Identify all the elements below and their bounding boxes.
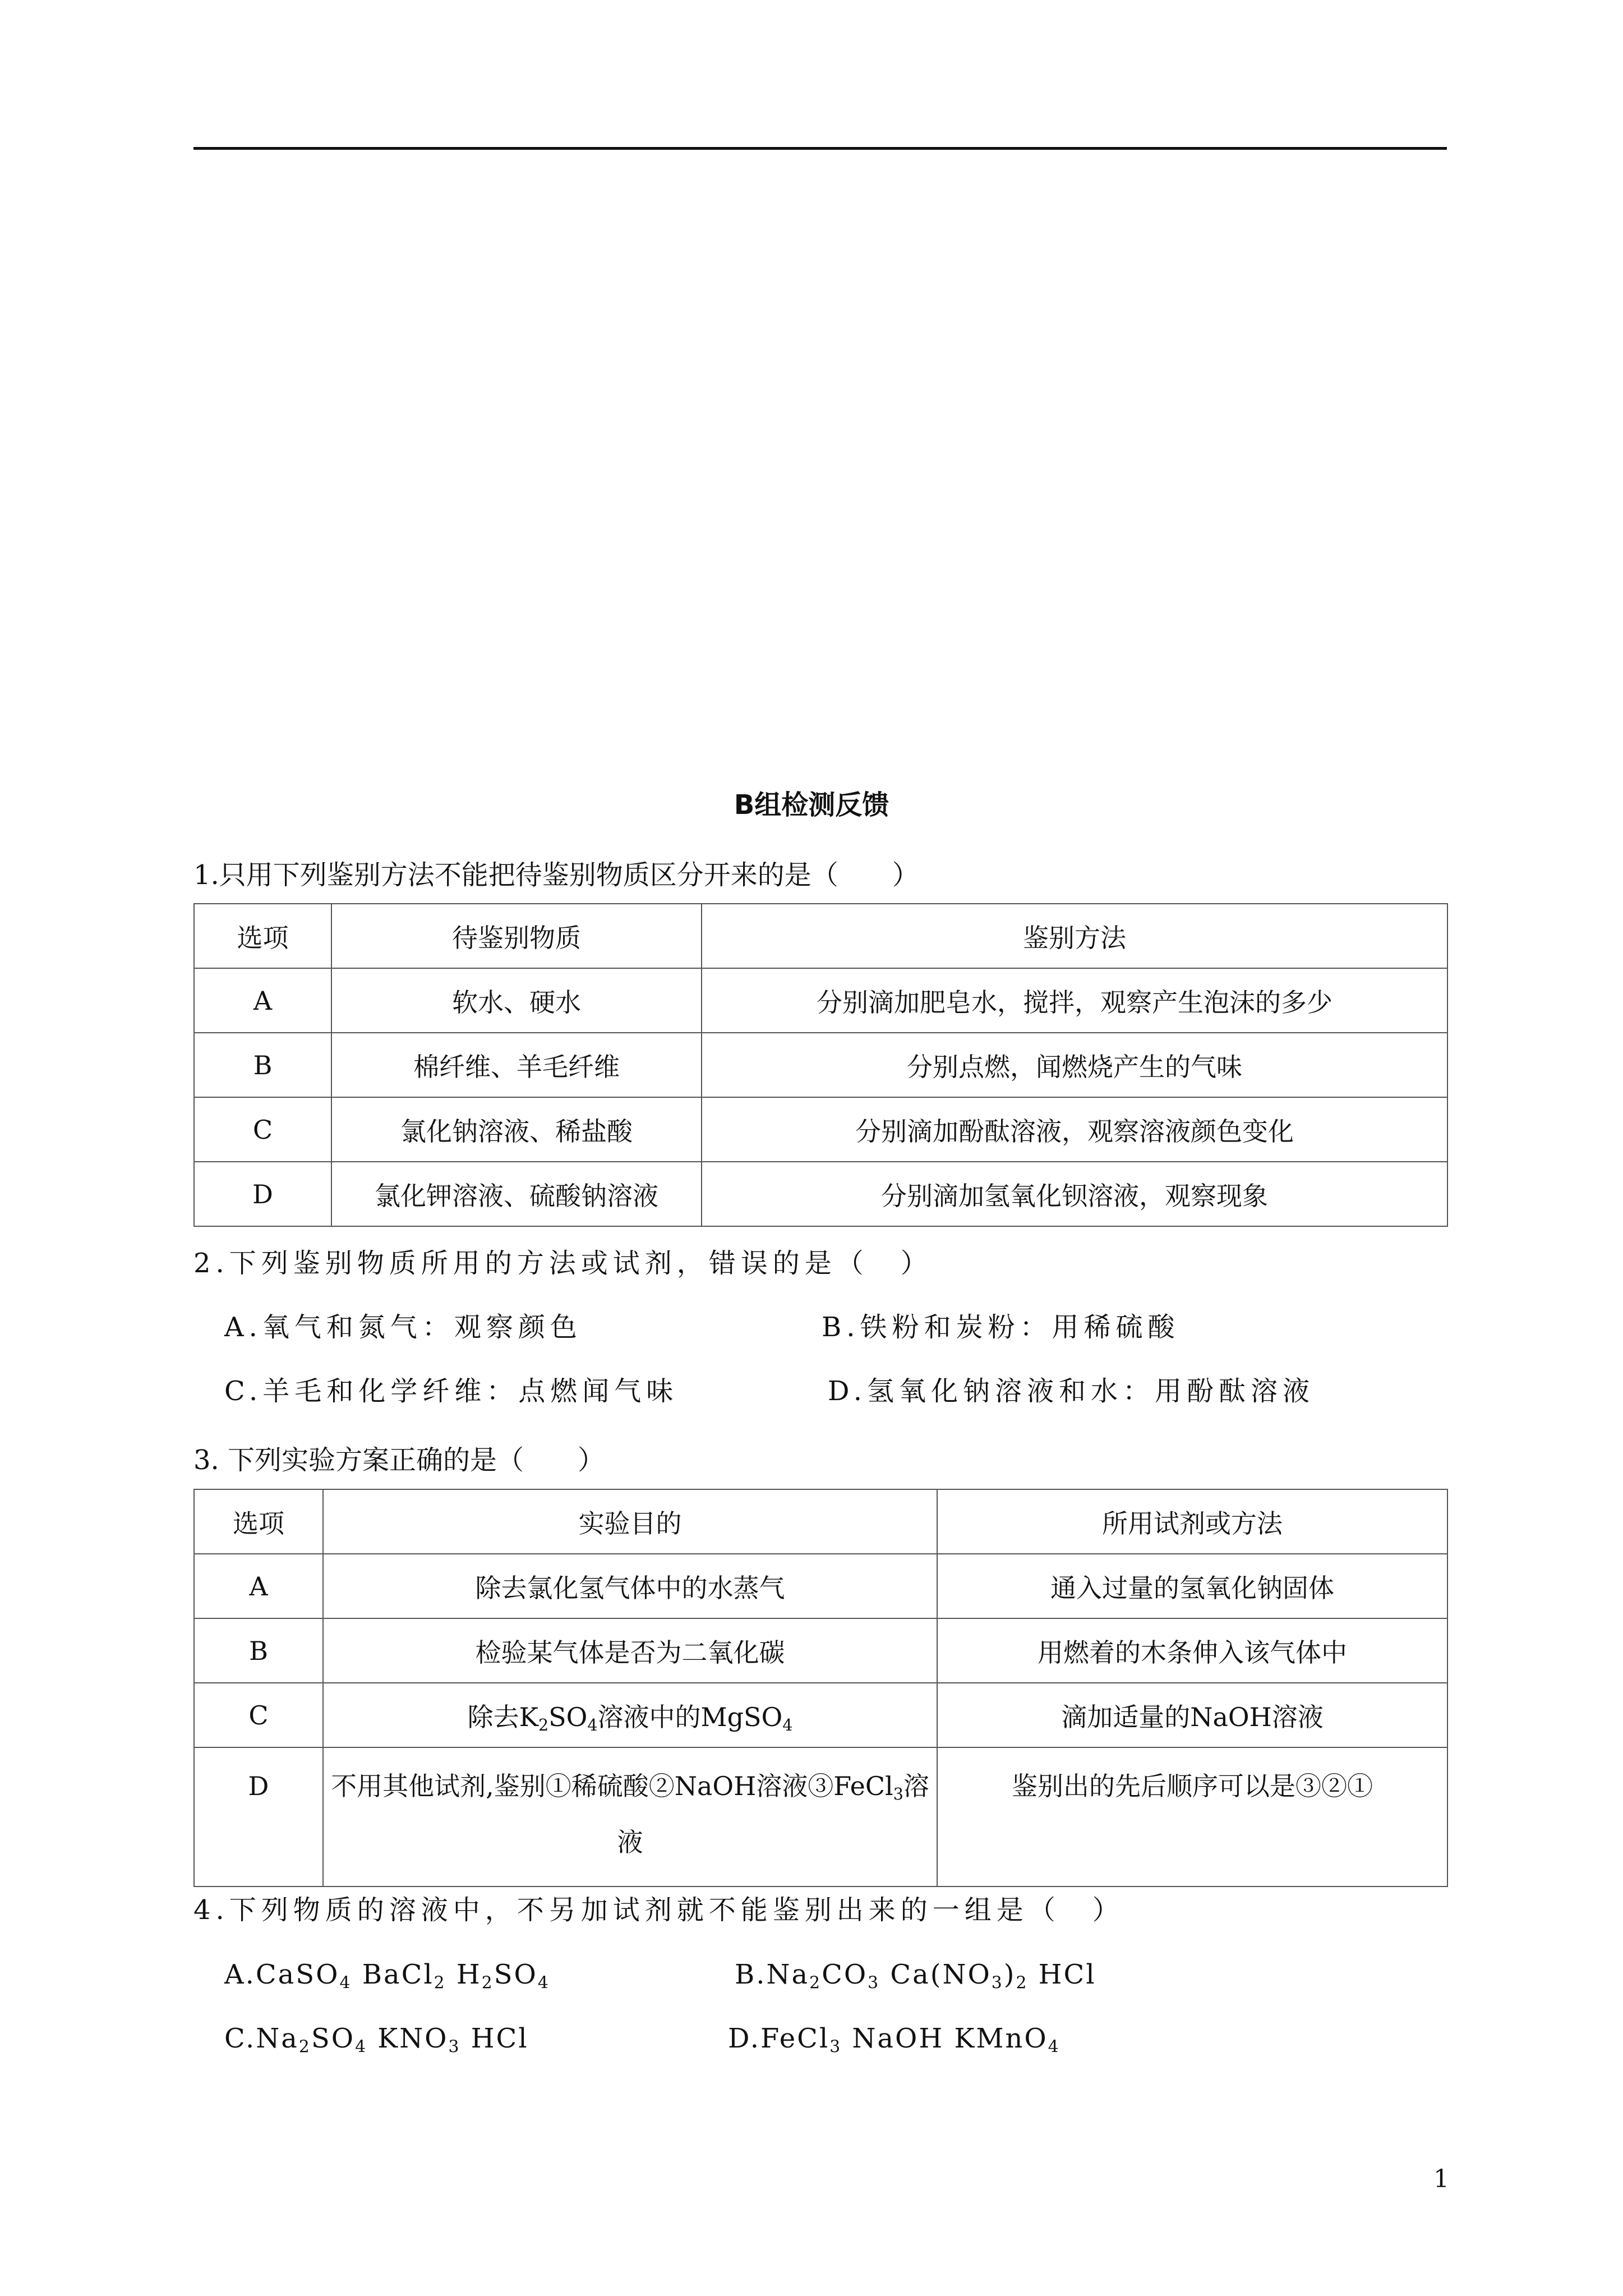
row-purpose: 除去$K_2SO_4$溶液中的MgSO$_4$ <box>323 1683 937 1747</box>
row-option: B <box>194 1618 323 1683</box>
question-2-option-c: C.羊毛和化学纤维：点燃闻气味 <box>224 1375 679 1407</box>
table-row <box>194 1683 1447 1747</box>
row-option: C <box>194 1683 323 1747</box>
table-row <box>194 968 1447 1033</box>
question-4-stem: 4.下列物质的溶液中，不另加试剂就不能鉴别出来的一组是（ ） <box>193 1894 1124 1926</box>
table-row <box>194 1162 1447 1226</box>
question-3-table <box>193 1489 1448 1887</box>
question-3-stem: 3. 下列实验方案正确的是（ ） <box>193 1444 605 1476</box>
table-header-row <box>194 904 1447 968</box>
question-4-option-a: A.CaSO$_4$ BaCl$_2$ $H_2SO_4$ <box>224 1959 550 1993</box>
table-header-row <box>194 1489 1447 1554</box>
header-method: 所用试剂或方法 <box>937 1489 1447 1554</box>
question-2-option-d: D.氢氧化钠溶液和水：用酚酞溶液 <box>828 1375 1315 1407</box>
row-option: D <box>194 1747 323 1887</box>
question-2-stem: 2.下列鉴别物质所用的方法或试剂，错误的是（ ） <box>193 1248 933 1279</box>
header-rule <box>193 147 1447 150</box>
question-2-option-a: A.氧气和氮气：观察颜色 <box>224 1312 582 1343</box>
row-option: D <box>194 1162 331 1226</box>
row-purpose <box>323 1747 937 1887</box>
header-substances: 待鉴别物质 <box>331 904 702 968</box>
row-method: 分别点燃，闻燃烧产生的气味 <box>702 1033 1447 1097</box>
row-substances: 氯化钾溶液、硫酸钠溶液 <box>331 1162 702 1226</box>
row-purpose: 除去氯化氢气体中的水蒸气 <box>323 1554 937 1618</box>
row-substances: 棉纤维、羊毛纤维 <box>331 1033 702 1097</box>
question-4-option-c: $C.Na_2SO_4$ $KNO_3$ HCl <box>224 2023 529 2057</box>
header-option: 选项 <box>194 904 331 968</box>
row-option: C <box>194 1097 331 1162</box>
question-2-option-b: B.铁粉和炭粉：用稀硫酸 <box>822 1312 1180 1343</box>
row-purpose: 检验某气体是否为二氧化碳 <box>323 1618 937 1683</box>
section-title: B组检测反馈 <box>734 789 889 821</box>
header-option: 选项 <box>194 1489 323 1554</box>
header-purpose: 实验目的 <box>323 1489 937 1554</box>
row-method: 滴加适量的NaOH溶液 <box>937 1683 1447 1747</box>
table-row <box>194 1747 1447 1887</box>
row-method: 通入过量的氢氧化钠固体 <box>937 1554 1447 1618</box>
question-1-stem: 1.只用下列鉴别方法不能把待鉴别物质区分开来的是（ ） <box>193 859 919 891</box>
page-number: 1 <box>1433 2165 1449 2193</box>
table-row <box>194 1097 1447 1162</box>
question-4-option-b: $B.Na_2CO_3$ $Ca(NO_3)_2$ HCl <box>735 1959 1096 1993</box>
table-row <box>194 1554 1447 1618</box>
row-option: A <box>194 968 331 1033</box>
table-row <box>194 1033 1447 1097</box>
question-4-option-d: D.FeCl$_3$ NaOH KMnO$_4$ <box>728 2023 1061 2057</box>
row-purpose-text: 不用其他试剂,鉴别①稀硫酸②NaOH溶液③FeCl$_3$溶液 <box>331 1771 929 1857</box>
row-option: A <box>194 1554 323 1618</box>
question-1-table <box>193 903 1448 1227</box>
row-option: B <box>194 1033 331 1097</box>
row-substances: 氯化钠溶液、稀盐酸 <box>331 1097 702 1162</box>
header-method: 鉴别方法 <box>702 904 1447 968</box>
row-substances: 软水、硬水 <box>331 968 702 1033</box>
row-method: 分别滴加肥皂水，搅拌，观察产生泡沫的多少 <box>702 968 1447 1033</box>
row-method: 分别滴加氢氧化钡溶液，观察现象 <box>702 1162 1447 1226</box>
table-row <box>194 1618 1447 1683</box>
row-method: 分别滴加酚酞溶液，观察溶液颜色变化 <box>702 1097 1447 1162</box>
row-method: 用燃着的木条伸入该气体中 <box>937 1618 1447 1683</box>
row-method: 鉴别出的先后顺序可以是③②① <box>937 1747 1447 1887</box>
